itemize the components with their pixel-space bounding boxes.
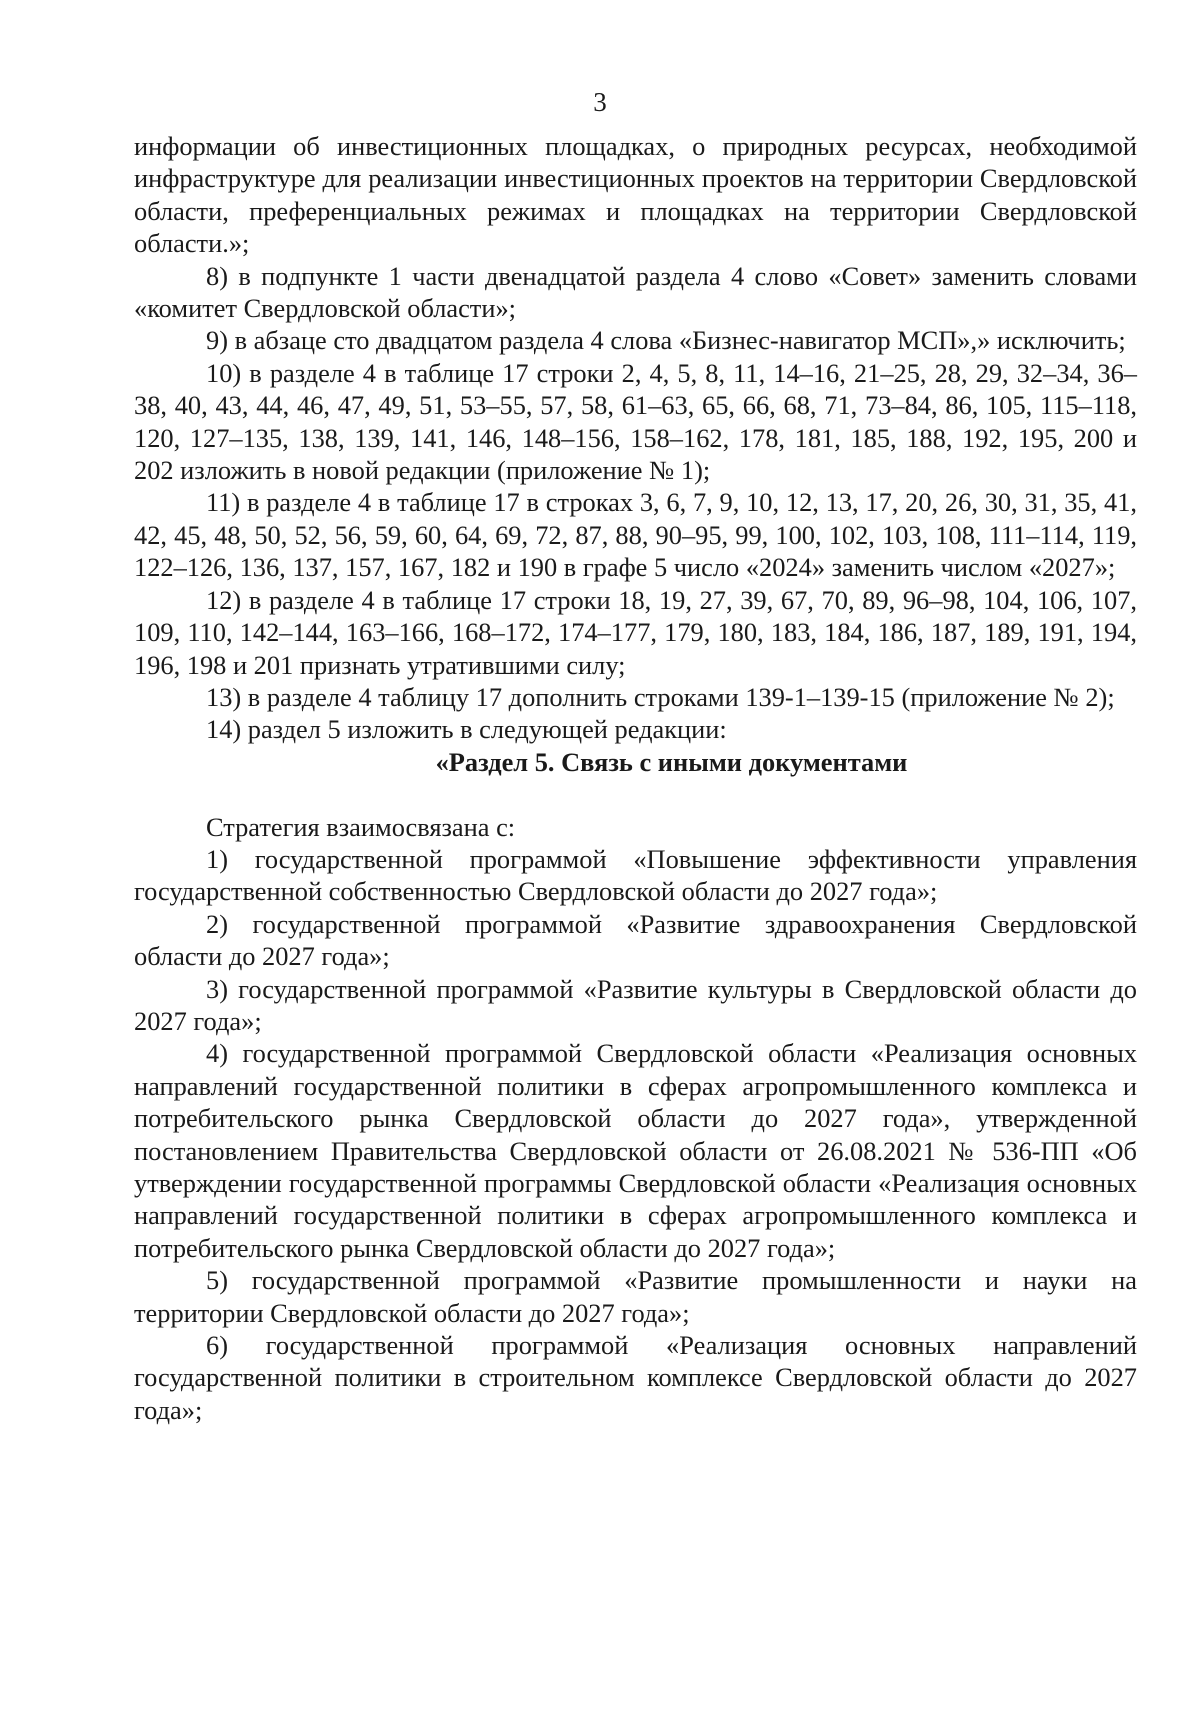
document-body	[134, 130, 1137, 1426]
page-number: 3	[593, 87, 607, 117]
section-heading: «Раздел 5. Связь с иными документами	[435, 746, 908, 777]
section-item-3: 3) государственной программой «Развитие культуры в Свердловской области до 2027 года»;	[134, 973, 1137, 1036]
paragraph-item-10: 10) в разделе 4 в таблице 17 строки 2, 4, 5, 8, 11, 14–16, 21–25, 28, 29, 32–34, 36–38, 40, 43, 44, 46, 47, 49, 51, 53–55, 57, 58, 61–63, 65, 66, 68, 71, 73–84, 86, 105, 115–118, 120, 127–135, 138, 139, 141, 146, 148–156, 158–162, 178, 181, 185, 188, 192, 195, 200 и 202 изложить в новой редакции (приложение № 1);	[134, 357, 1137, 486]
section-item-4: 4) государственной программой Свердловской области «Реализация основных направлений государственной политики в сферах агропромышленного комплекса и потребительского рынка Свердловской области до 2027 года», утвержденной постановлением Правительства Свердловской области от 26.08.2021 № 536-ПП «Об утверждении государственной программы Свердловской области «Реализация основных направлений государственной политики в сферах агропромышленного комплекса и потребительского рынка Свердловской области до 2027 года»;	[134, 1038, 1137, 1263]
section-intro: Стратегия взаимосвязана с:	[206, 811, 516, 842]
paragraph-item-11: 11) в разделе 4 в таблице 17 в строках 3, 6, 7, 9, 10, 12, 13, 17, 20, 26, 30, 31, 35, 41, 42, 45, 48, 50, 52, 56, 59, 60, 64, 69, 72, 87, 88, 90–95, 99, 100, 102, 103, 108, 111–114, 119, 122–126, 136, 137, 157, 167, 182 и 190 в графе 5 число «2024» заменить числом «2027»;	[134, 487, 1137, 583]
section-item-2: 2) государственной программой «Развитие здравоохранения Свердловской области до 2027 года»;	[134, 908, 1137, 972]
paragraph-item-12: 12) в разделе 4 в таблице 17 строки 18, 19, 27, 39, 67, 70, 89, 96–98, 104, 106, 107, 109, 110, 142–144, 163–166, 168–172, 174–177, 179, 180, 183, 184, 186, 187, 189, 191, 194, 196, 198 и 201 признать утратившими силу;	[134, 584, 1137, 680]
paragraph-item-8: 8) в подпункте 1 части двенадцатой раздела 4 слово «Совет» заменить словами «комитет Свердловской области»;	[134, 260, 1137, 324]
section-item-6: 6) государственной программой «Реализация основных направлений государственной политики в строительном комплексе Свердловской области до 2027 года»;	[134, 1330, 1137, 1425]
blank-line	[134, 778, 1137, 810]
paragraph-item-14: 14) раздел 5 изложить в следующей редакции:	[206, 714, 727, 745]
paragraph-item-9: 9) в абзаце сто двадцатом раздела 4 слова «Бизнес-навигатор МСП»,» исключить;	[206, 325, 1126, 356]
section-item-5: 5) государственной программой «Развитие промышленности и науки на территории Свердловской области до 2027 года»;	[134, 1265, 1137, 1328]
section-item-1: 1) государственной программой «Повышение эффективности управления государственной собственностью Свердловской области до 2027 года»;	[134, 843, 1137, 907]
paragraph-item-13: 13) в разделе 4 таблицу 17 дополнить строками 139-1–139-15 (приложение № 2);	[206, 681, 1115, 712]
paragraph-continuation: информации об инвестиционных площадках, о природных ресурсах, необходимой инфраструктуре для реализации инвестиционных проектов на территории Свердловской области, преференциальных режимах и площадках на территории Свердловской области.»;	[134, 131, 1137, 259]
